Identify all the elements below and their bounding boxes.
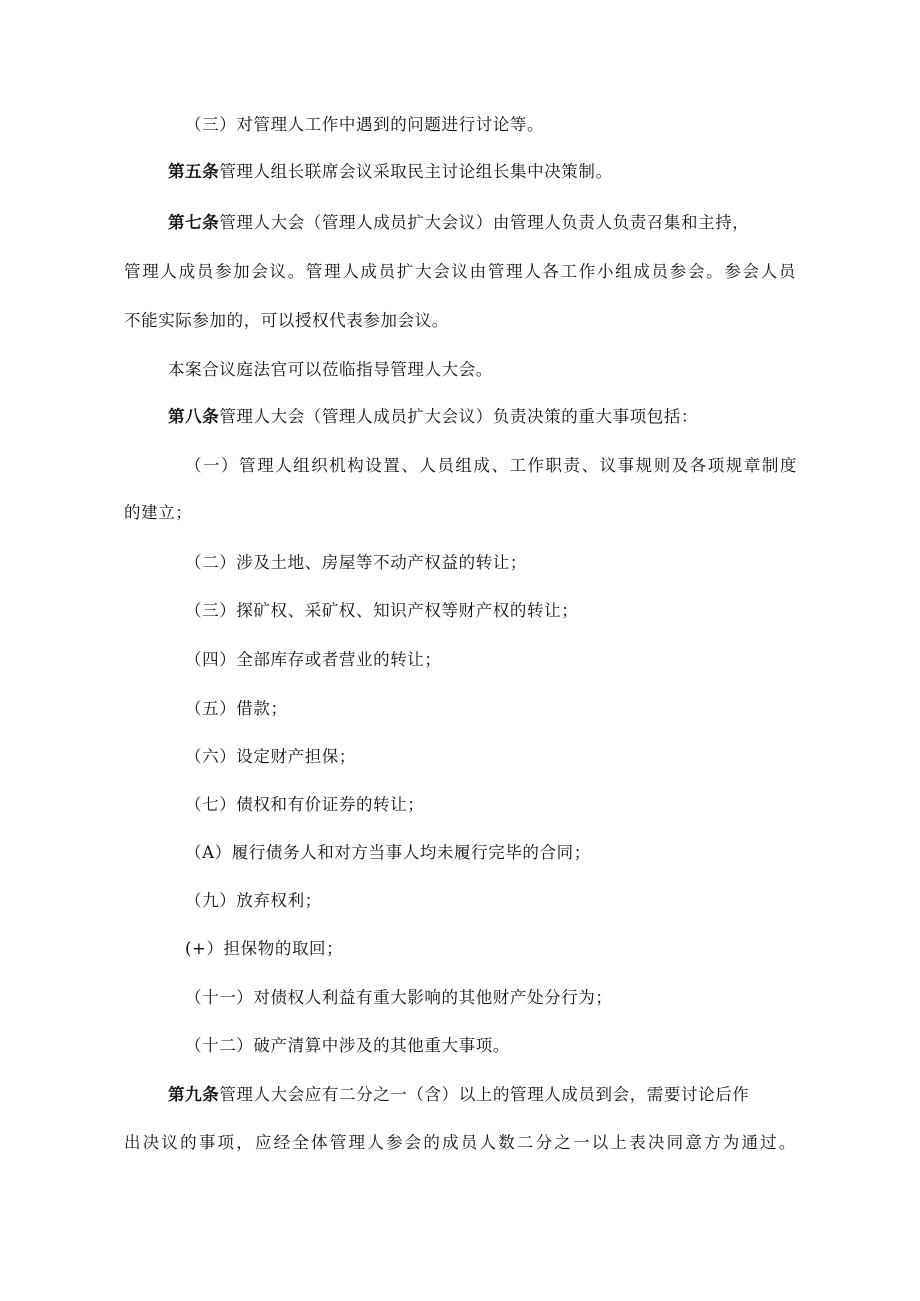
list-item-9: （九）放弃权利； [185,891,322,910]
list-item-4: （四）全部库存或者营业的转让； [185,650,442,669]
list-item-5: （五）借款； [185,699,288,718]
article-7-line-3: 不能实际参加的，可以授权代表参加会议。 [124,311,449,330]
list-item-11: （十一）对债权人利益有重大影响的其他财产处分行为； [185,988,613,1007]
list-item-3: （三）探矿权、采矿权、知识产权等财产权的转让； [185,601,579,620]
article-8-paragraph [168,405,698,429]
list-item-2: （二）涉及土地、房屋等不动产权益的转让； [185,553,527,572]
article-5-paragraph [168,160,613,184]
article-7-heading: 第七条 [168,213,220,232]
list-item-12: （十二）破产清算中涉及的其他重大事项。 [185,1036,510,1055]
article-9-line-1 [168,1083,749,1107]
article-7-line-2: 管理人成员参加会议。管理人成员扩大会议由管理人各工作小组成员参会。参会人员 [124,262,796,281]
list-item-1-line-1: （一）管理人组织机构设置、人员组成、工作职责、议事规则及各项规章制度 [185,456,797,475]
article-7-text-1: 管理人大会（管理人成员扩大会议）由管理人负责人负责召集和主持， [219,213,750,232]
list-item-1-line-2: 的建立； [124,503,193,522]
list-item-6: （六）设定财产担保； [185,747,356,766]
paragraph-item-3-discussion: （三）对管理人工作中遇到的问题进行讨论等。 [185,115,545,134]
list-item-10: (+）担保物的取回； [185,939,344,958]
court-guidance-paragraph: 本案合议庭法官可以莅临指导管理人大会。 [168,360,493,379]
article-9-heading: 第九条 [168,1085,220,1104]
article-9-line-2: 出决议的事项，应经全体管理人参会的成员人数二分之一以上表决同意方为通过。 [124,1133,796,1152]
article-9-text-1: 管理人大会应有二分之一（含）以上的管理人成员到会，需要讨论后作 [219,1085,750,1104]
article-8-text: 管理人大会（管理人成员扩大会议）负责决策的重大事项包括： [219,407,699,426]
list-item-7: （七）债权和有价证券的转让； [185,795,425,814]
article-5-heading: 第五条 [168,162,220,181]
list-item-8: （A）履行债务人和对方当事人均未履行完毕的合同； [185,843,591,862]
article-8-heading: 第八条 [168,407,220,426]
article-7-line-1 [168,211,749,235]
article-5-text: 管理人组长联席会议采取民主讨论组长集中决策制。 [219,162,613,181]
